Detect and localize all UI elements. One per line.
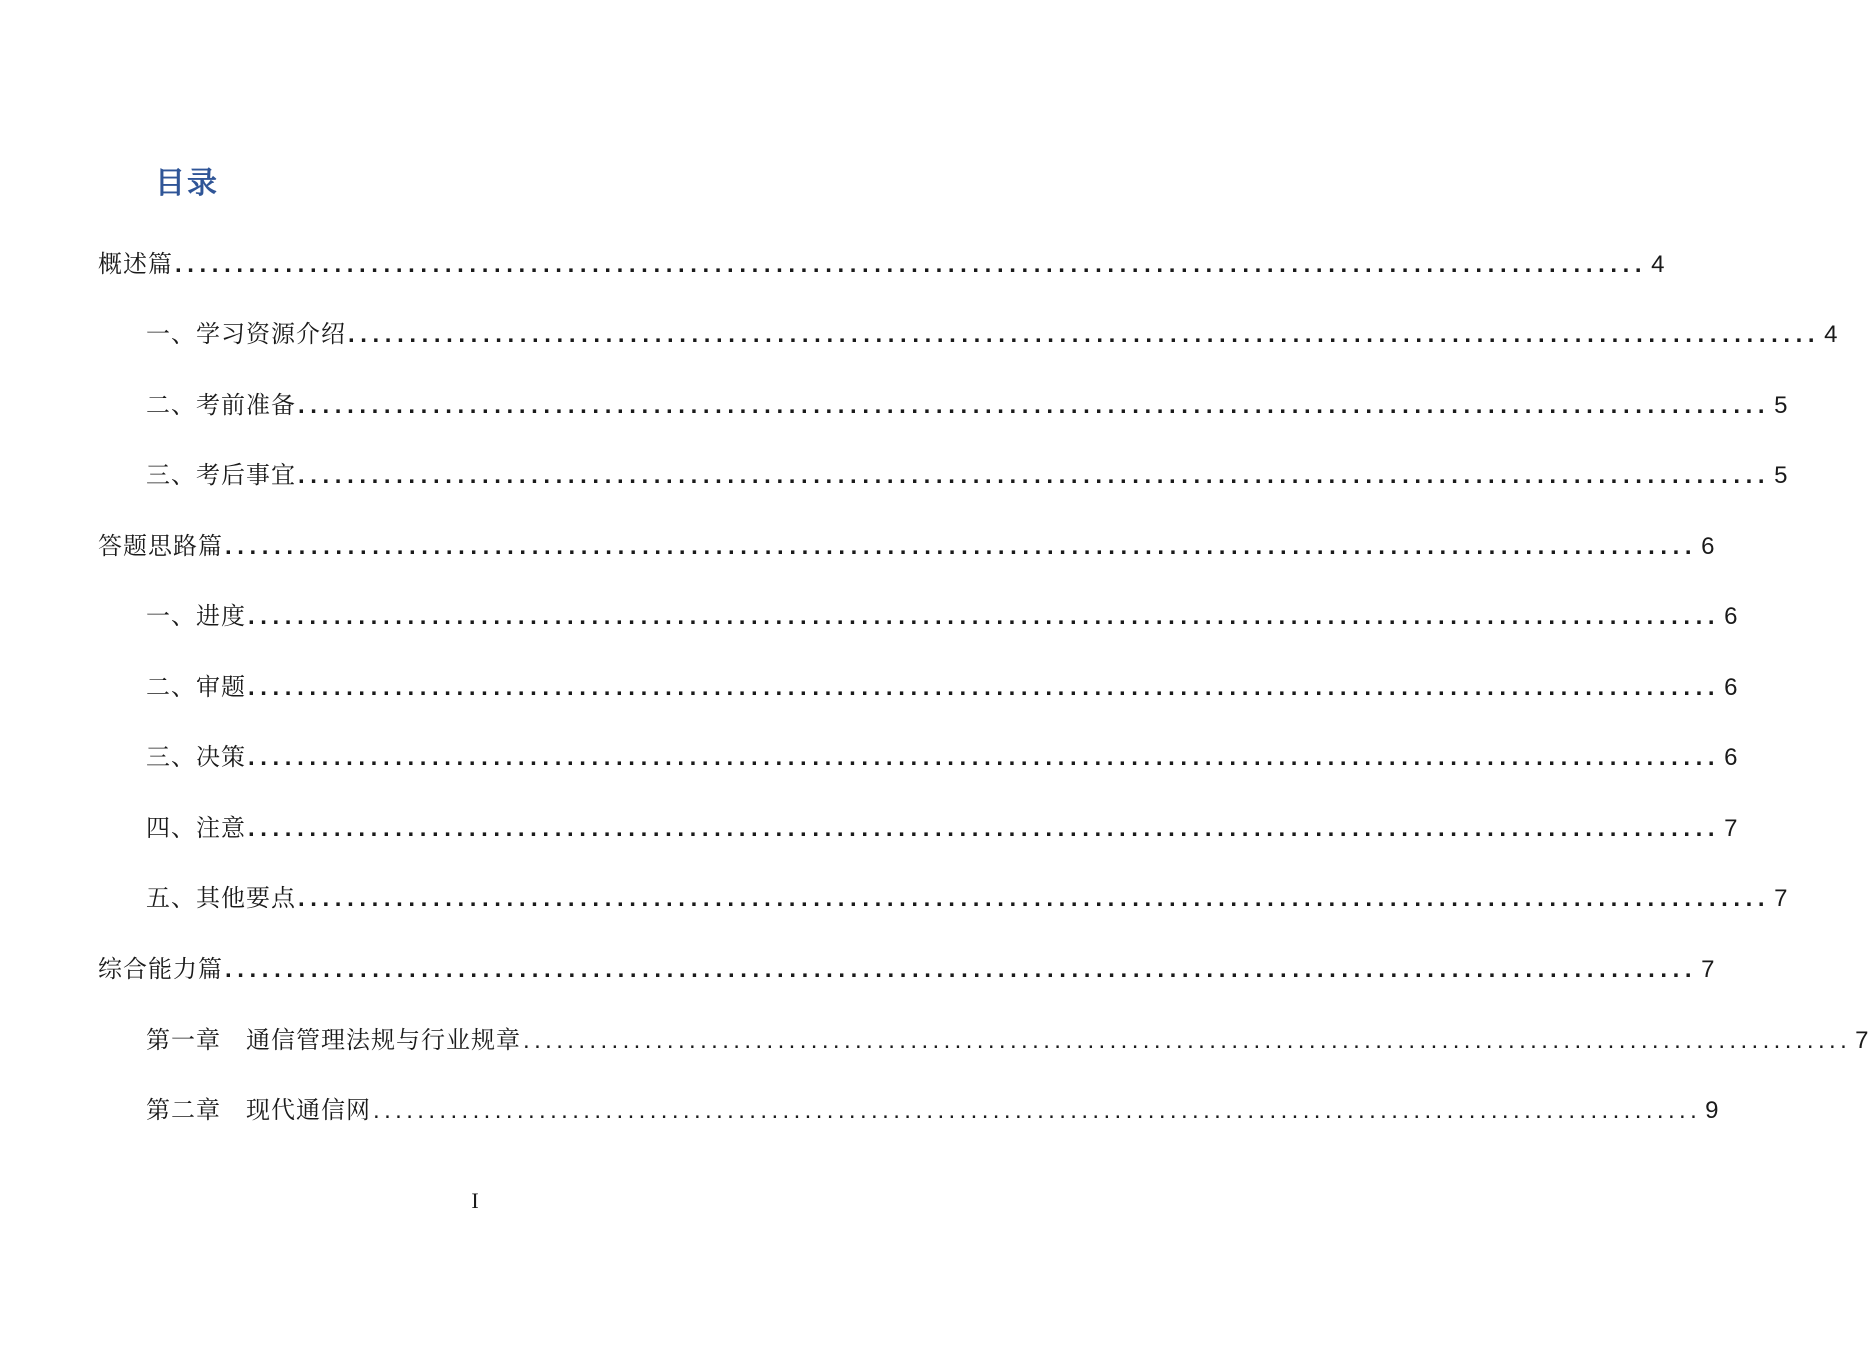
toc-entry-label: 五、其他要点: [146, 884, 296, 912]
toc-leader-dots: ........................................................................................................................: [225, 956, 1698, 983]
toc-leader-dots: ........................................................................................................................: [298, 885, 1771, 912]
toc-entry[interactable]: [146, 385, 1788, 425]
toc-entry[interactable]: [98, 949, 1715, 989]
toc-entry-page: 6: [1724, 603, 1738, 630]
toc-entry-label: 答题思路篇: [98, 532, 223, 560]
toc-entry[interactable]: [146, 314, 1838, 354]
toc-entry-label: 概述篇: [98, 250, 173, 278]
toc-leader-dots: ........................................................................................................................: [248, 674, 1721, 701]
toc-leader-dots: ........................................................................................................................: [248, 744, 1721, 771]
toc-entry[interactable]: [146, 455, 1788, 495]
toc-entry-label: 四、注意: [146, 814, 246, 842]
toc-entry[interactable]: [146, 1090, 1719, 1130]
toc-leader-dots: ........................................................................................................................: [248, 603, 1721, 630]
toc-entry[interactable]: [98, 244, 1665, 284]
toc-entry[interactable]: [146, 1020, 1869, 1060]
toc-entry-page: 4: [1824, 321, 1838, 348]
toc-entry[interactable]: [146, 878, 1788, 918]
toc-entry[interactable]: [98, 526, 1715, 566]
toc-entry-label: 三、考后事宜: [146, 461, 296, 489]
toc-leader-dots: ........................................................................................................................: [298, 392, 1771, 419]
toc-entry[interactable]: [146, 667, 1738, 707]
toc-entry[interactable]: [146, 596, 1738, 636]
toc-entry-page: 7: [1724, 815, 1738, 842]
toc-entry-label: 第二章 现代通信网: [146, 1096, 371, 1124]
toc-entry-label: 第一章 通信管理法规与行业规章: [146, 1026, 521, 1054]
toc-entry-page: 6: [1701, 533, 1715, 560]
toc-leader-dots: ........................................................................................................................: [373, 1097, 1702, 1124]
toc-entry-label: 一、学习资源介绍: [146, 320, 346, 348]
toc-leader-dots: ........................................................................................................................: [248, 815, 1721, 842]
toc-entry-page: 4: [1651, 251, 1665, 278]
toc-entry-page: 5: [1774, 462, 1788, 489]
toc-entry-page: 6: [1724, 744, 1738, 771]
page-number: I: [471, 1188, 479, 1213]
toc-title: 目录: [155, 166, 219, 201]
toc-entry-page: 6: [1724, 674, 1738, 701]
toc-entry-label: 综合能力篇: [98, 955, 223, 983]
toc-entry[interactable]: [146, 737, 1738, 777]
toc-entry-page: 7: [1855, 1027, 1869, 1054]
toc-leader-dots: ........................................................................................................................: [523, 1027, 1852, 1054]
toc-entry-page: 7: [1774, 885, 1788, 912]
toc-entry-label: 三、决策: [146, 743, 246, 771]
toc-entry-page: 5: [1774, 392, 1788, 419]
toc-entry-label: 二、审题: [146, 673, 246, 701]
toc-leader-dots: ........................................................................................................................: [298, 462, 1771, 489]
toc-entry-page: 7: [1701, 956, 1715, 983]
toc-leader-dots: ........................................................................................................................: [348, 321, 1821, 348]
toc-entry-label: 一、进度: [146, 602, 246, 630]
toc-entry[interactable]: [146, 808, 1738, 848]
toc-leader-dots: ........................................................................................................................: [175, 251, 1648, 278]
toc-leader-dots: ........................................................................................................................: [225, 533, 1698, 560]
toc-entry-label: 二、考前准备: [146, 391, 296, 419]
toc-entry-page: 9: [1705, 1097, 1719, 1124]
